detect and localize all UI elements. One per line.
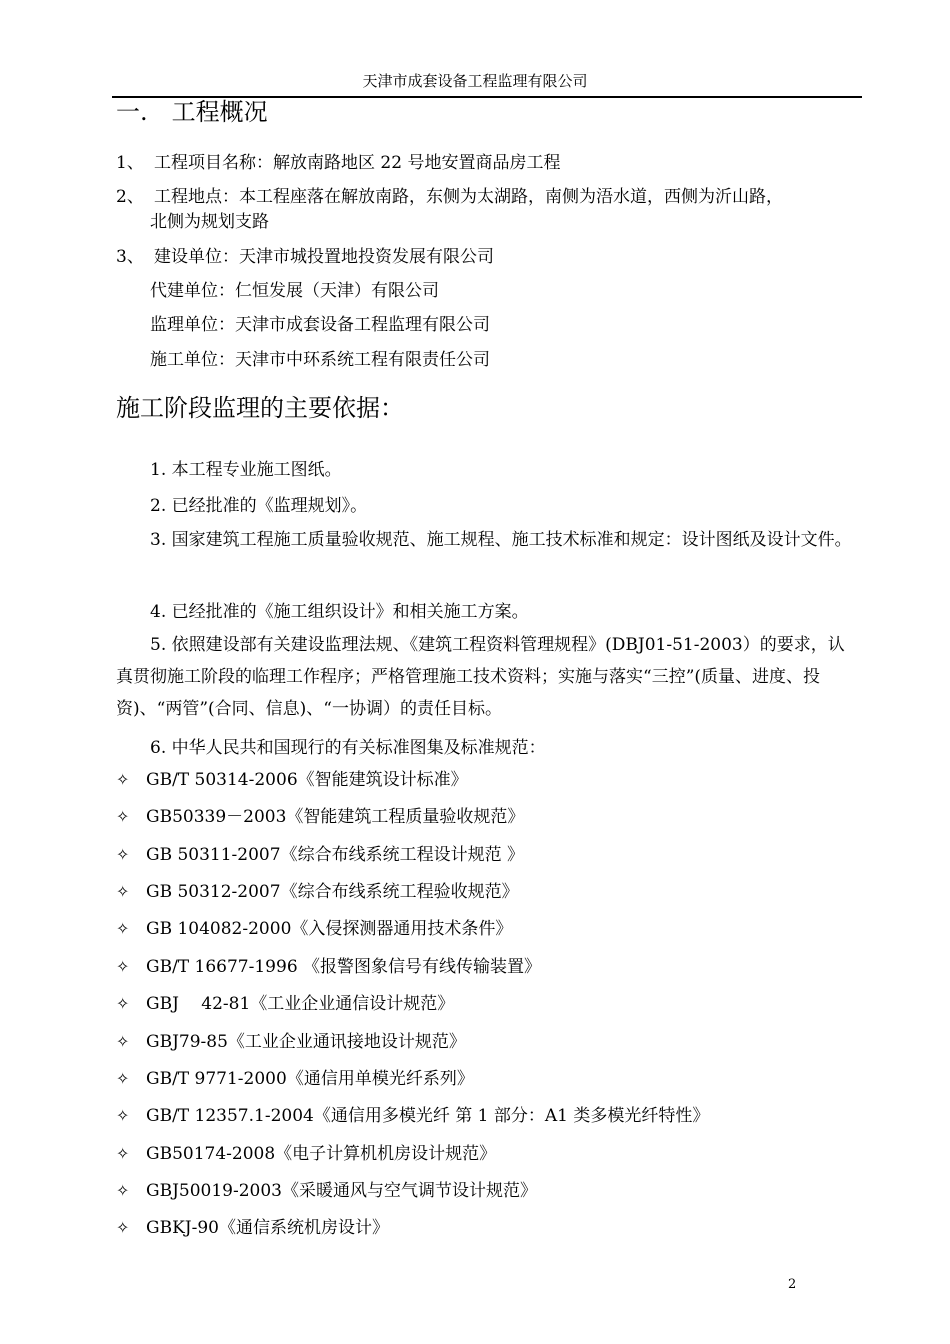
basis-item: 2. 已经批准的《监理规划》。	[150, 496, 368, 516]
diamond-bullet-icon: ✧	[116, 1181, 130, 1200]
overview-item: 2、 工程地点：本工程座落在解放南路，东侧为太湖路，南侧为浯水道，西侧为沂山路，	[116, 187, 783, 207]
overview-item-cont: 北侧为规划支路	[150, 212, 269, 232]
diamond-bullet-icon: ✧	[116, 845, 130, 864]
standard-item: ✧ GB/T 12357.1-2004《通信用多模光纤 第 1 部分：A1 类多模光纤特性》	[116, 1106, 710, 1126]
standard-item: ✧ GBJ79-85《工业企业通讯接地设计规范》	[116, 1032, 466, 1052]
diamond-bullet-icon: ✧	[116, 1218, 130, 1237]
standard-item: ✧ GB50339－2003《智能建筑工程质量验收规范》	[116, 807, 525, 827]
diamond-bullet-icon: ✧	[116, 770, 130, 789]
standard-item: ✧ GB 50311-2007《综合布线系统工程设计规范 》	[116, 845, 524, 865]
overview-extra: 施工单位：天津市中环系统工程有限责任公司	[150, 350, 490, 370]
page-number: 2	[788, 1277, 797, 1292]
standard-item: ✧ GB50174-2008《电子计算机机房设计规范》	[116, 1144, 497, 1164]
section1-title: 一. 工程概况	[116, 98, 268, 126]
overview-item: 1、 工程项目名称：解放南路地区 22 号地安置商品房工程	[116, 153, 561, 173]
standard-item: ✧ GB 104082-2000《入侵探测器通用技术条件》	[116, 919, 513, 939]
diamond-bullet-icon: ✧	[116, 1032, 130, 1051]
basis-item: 6. 中华人民共和国现行的有关标准图集及标准规范：	[150, 738, 546, 758]
standard-item: ✧ GB/T 16677-1996 《报警图象信号有线传输装置》	[116, 957, 542, 977]
overview-extra: 代建单位：仁恒发展（天津）有限公司	[150, 281, 439, 301]
diamond-bullet-icon: ✧	[116, 919, 130, 938]
header-company: 天津市成套设备工程监理有限公司	[362, 72, 588, 90]
diamond-bullet-icon: ✧	[116, 957, 130, 976]
standard-item: ✧ GBJ50019-2003《采暖通风与空气调节设计规范》	[116, 1181, 537, 1201]
basis-item: 5. 依照建设部有关建设监理法规、《建筑工程资料管理规程》(DBJ01-51-2003）的要求，认真贯彻施工阶段的临理工作程序；严格管理施工技术资料；实施与落实“三控”(质量、进度、投资)、“两管”(合同、信息)、“一协调）的责任目标。	[116, 635, 845, 719]
standard-item: ✧ GBJ 42-81《工业企业通信设计规范》	[116, 994, 455, 1014]
diamond-bullet-icon: ✧	[116, 1144, 130, 1163]
standard-item: ✧ GB/T 50314-2006《智能建筑设计标准》	[116, 770, 468, 790]
standard-item: ✧ GBKJ-90《通信系统机房设计》	[116, 1218, 389, 1238]
diamond-bullet-icon: ✧	[116, 1069, 130, 1088]
overview-extra: 监理单位：天津市成套设备工程监理有限公司	[150, 315, 490, 335]
basis-item: 3. 国家建筑工程施工质量验收规范、施工规程、施工技术标准和规定：设计图纸及设计文件。	[150, 530, 852, 550]
overview-item: 3、 建设单位：天津市城投置地投资发展有限公司	[116, 247, 494, 267]
diamond-bullet-icon: ✧	[116, 994, 130, 1013]
diamond-bullet-icon: ✧	[116, 1106, 130, 1125]
standard-item: ✧ GB 50312-2007《综合布线系统工程验收规范》	[116, 882, 519, 902]
basis-item: 4. 已经批准的《施工组织设计》和相关施工方案。	[150, 602, 529, 622]
diamond-bullet-icon: ✧	[116, 807, 130, 826]
standard-item: ✧ GB/T 9771-2000《通信用单模光纤系列》	[116, 1069, 474, 1089]
section2-title: 施工阶段监理的主要依据：	[116, 394, 404, 422]
diamond-bullet-icon: ✧	[116, 882, 130, 901]
basis-item: 1. 本工程专业施工图纸。	[150, 460, 342, 480]
